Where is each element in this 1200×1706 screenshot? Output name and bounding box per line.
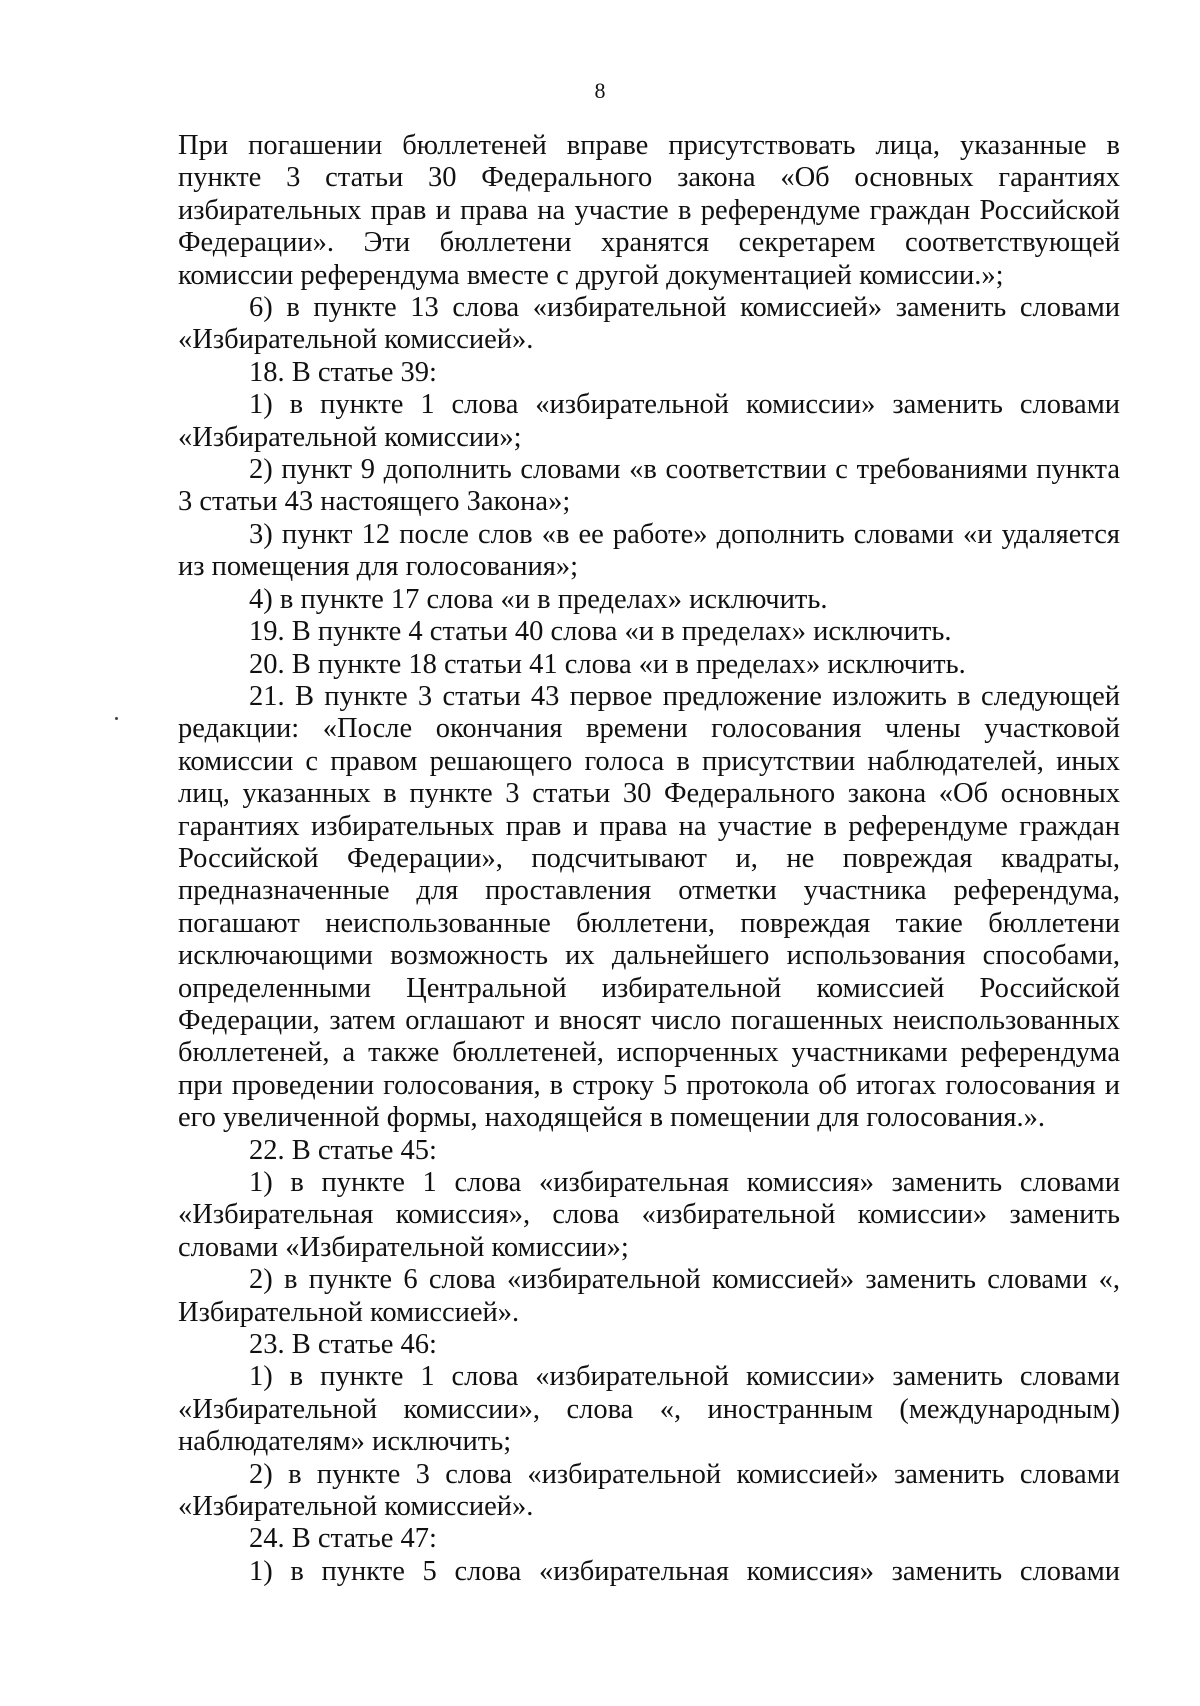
paragraph: 2) в пункте 6 слова «избирательной комиссией» заменить словами «, Избирательной комиссией». — [178, 1264, 1120, 1328]
paragraph: При погашении бюллетеней вправе присутствовать лица, указанные в пункте 3 статьи 30 Федерального закона «Об основных гарантиях избирательных прав и права на участие в референдуме граждан Российской Федерации». Эти бюллетени хранятся секретарем соответствующей комиссии референдума вместе с другой документацией комиссии.»; — [178, 130, 1120, 291]
paragraph: 18. В статье 39: — [249, 356, 437, 388]
paragraph: 4) в пункте 17 слова «и в пределах» исключить. — [249, 583, 828, 615]
paragraph: 2) пункт 9 дополнить словами «в соответствии с требованиями пункта 3 статьи 43 настоящего Закона»; — [178, 454, 1120, 518]
paragraph: 19. В пункте 4 статьи 40 слова «и в пределах» исключить. — [249, 616, 952, 648]
paragraph: 20. В пункте 18 статьи 41 слова «и в пределах» исключить. — [249, 648, 966, 680]
paragraph: 1) в пункте 1 слова «избирательная комиссия» заменить словами «Избирательная комиссия», слова «избирательной комиссии» заменить словами «Избирательной комиссии»; — [178, 1167, 1120, 1263]
scan-artifact-dot — [115, 717, 118, 720]
paragraph: 23. В статье 46: — [249, 1329, 437, 1361]
paragraph: 22. В статье 45: — [249, 1134, 437, 1166]
paragraph: 3) пункт 12 после слов «в ее работе» дополнить словами «и удаляется из помещения для голосования»; — [178, 518, 1120, 583]
paragraph: 2) в пункте 3 слова «избирательной комиссией» заменить словами «Избирательной комиссией». — [178, 1458, 1120, 1523]
paragraph: 21. В пункте 3 статьи 43 первое предложение изложить в следующей редакции: «После окончания времени голосования члены участковой комиссии с правом решающего голоса в присутствии наблюдателей, иных лиц, указанных в пункте 3 статьи 30 Федерального закона «Об основных гарантиях избирательных прав и права на участие в референдуме граждан Российской Федерации», подсчитывают и, не повреждая квадраты, предназначенные для проставления отметки участника референдума, погашают неиспользованные бюллетени, повреждая такие бюллетени исключающими возможность их дальнейшего использования способами, определенными Центральной избирательной комиссией Российской Федерации, затем оглашают и вносят число погашенных неиспользованных бюллетеней, а также бюллетеней, испорченных участниками референдума при проведении голосования, в строку 5 протокола об итогах голосования и его увеличенной формы, находящейся в помещении для голосования.». — [178, 680, 1120, 1134]
paragraph: 1) в пункте 5 слова «избирательная комиссия» заменить словами — [249, 1555, 1120, 1587]
paragraph: 24. В статье 47: — [249, 1523, 437, 1555]
paragraph: 6) в пункте 13 слова «избирательной комиссией» заменить словами «Избирательной комиссией». — [178, 292, 1120, 356]
paragraph: 1) в пункте 1 слова «избирательной комиссии» заменить словами «Избирательной комиссии», слова «, иностранным (международным) наблюдателям» исключить; — [178, 1361, 1120, 1458]
paragraph: 1) в пункте 1 слова «избирательной комиссии» заменить словами «Избирательной комиссии»; — [178, 389, 1120, 453]
document-body — [178, 130, 1120, 1588]
page-number: 8 — [594, 78, 606, 103]
